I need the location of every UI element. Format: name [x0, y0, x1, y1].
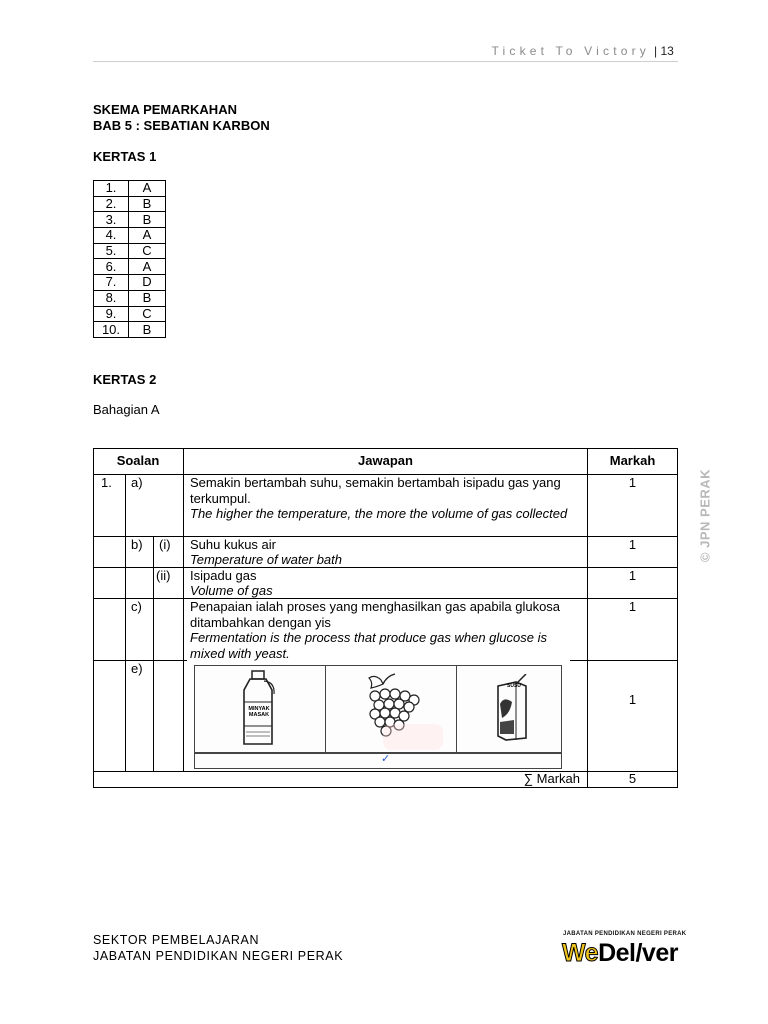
answer-english: Fermentation is the process that produce gas when glucose is mixed with yeast. [190, 630, 547, 661]
kertas1-answer-table [93, 180, 166, 338]
heading-chapter: BAB 5 : SEBATIAN KARBON [93, 118, 270, 133]
carton-label: SUSU [507, 683, 521, 689]
bottle-label: MINYAK MASAK [248, 706, 270, 718]
mark-value: 1 [628, 537, 637, 552]
header-markah: Markah [609, 453, 656, 468]
sub-question: c) [131, 599, 142, 614]
mark-value: 1 [628, 692, 637, 707]
logo-caption: JABATAN PENDIDIKAN NEGERI PERAK [563, 931, 687, 937]
header-soalan: Soalan [116, 453, 160, 468]
answer-english: Temperature of water bath [190, 552, 342, 567]
sub-sub-question: (ii) [156, 568, 171, 583]
answer-english: The higher the temperature, the more the volume of gas collected [190, 506, 568, 521]
sub-question: b) [131, 537, 143, 552]
kertas1-label: KERTAS 1 [93, 149, 157, 164]
table-row: 10. B [94, 322, 166, 338]
header-divider [93, 61, 678, 62]
table-row: 3. B [94, 212, 166, 228]
answer-malay: Penapaian ialah proses yang menghasilkan gas apabila glukosa ditambahkan dengan yis [190, 599, 561, 630]
total-label: ∑ Markah [523, 771, 580, 786]
page-number: | 13 [654, 44, 674, 58]
heading-scheme: SKEMA PEMARKAHAN [93, 102, 237, 117]
tick-icon: ✓ [381, 753, 391, 765]
sub-sub-question: (i) [159, 537, 171, 552]
table-row: 2. B [94, 196, 166, 212]
stain-mark [383, 724, 443, 750]
sub-question: e) [131, 661, 143, 676]
header-title: Ticket To Victory [491, 44, 650, 58]
question-number: 1. [101, 475, 112, 490]
table-row: 8. B [94, 290, 166, 306]
table-row: 4. A [94, 228, 166, 244]
header-jawapan: Jawapan [358, 453, 413, 468]
kertas2-marking-table [93, 448, 678, 788]
kertas2-label: KERTAS 2 [93, 372, 157, 387]
footer-line-1: SEKTOR PEMBELAJARAN [93, 933, 260, 947]
sub-question: a) [131, 475, 143, 490]
mark-value: 1 [628, 599, 637, 614]
table-row: 9. C [94, 306, 166, 322]
table-row: 7. D [94, 275, 166, 291]
we-deliver-logo: WeDel/ver [562, 939, 678, 967]
table-row: 1. A [94, 181, 166, 197]
footer-text [93, 932, 343, 964]
copyright-watermark: © JPN PERAK [697, 468, 713, 563]
answer-malay: Suhu kukus air [190, 537, 276, 552]
footer-line-2: JABATAN PENDIDIKAN NEGERI PERAK [93, 949, 344, 963]
table-row: 6. A [94, 259, 166, 275]
scanned-diagram [194, 665, 562, 769]
answer-english: Volume of gas [190, 583, 273, 598]
total-value: 5 [628, 771, 637, 786]
mark-value: 1 [628, 568, 637, 583]
section-label: Bahagian A [93, 402, 160, 417]
answer-malay: Semakin bertambah suhu, semakin bertambah isipadu gas yang terkumpul. [190, 475, 561, 506]
table-row: 5. C [94, 243, 166, 259]
mark-value: 1 [628, 475, 637, 490]
answer-malay: Isipadu gas [190, 568, 257, 583]
